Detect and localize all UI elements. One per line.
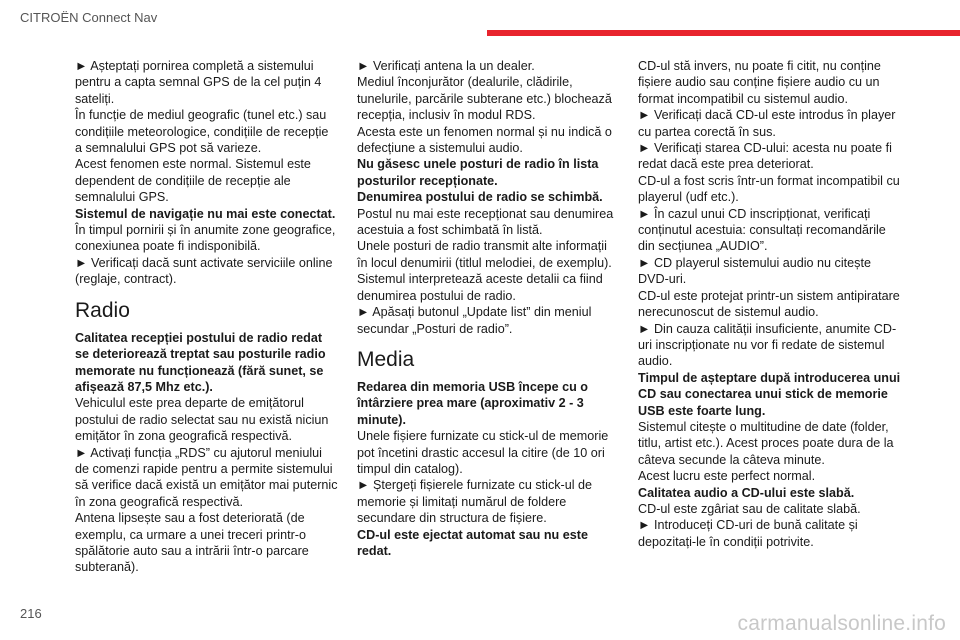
paragraph: ► Verificați dacă CD-ul este introdus în player cu partea corectă în sus. <box>638 108 896 139</box>
watermark: carmanualsonline.info <box>737 612 946 635</box>
issue-heading: CD-ul este ejectat automat sau nu este redat. <box>357 527 588 558</box>
paragraph: ► Verificați antena la un dealer. <box>357 59 535 73</box>
paragraph: CD-ul este protejat printr-un sistem antipiratare nerecunoscut de sistemul audio. <box>638 288 900 320</box>
header-accent-bar <box>487 30 960 36</box>
paragraph: Postul nu mai este recepționat sau denumirea acestuia a fost schimbată în listă. <box>357 206 614 238</box>
text-column-2 <box>357 58 620 559</box>
issue-heading: Timpul de așteptare după introducerea unui CD sau conectarea unui stick de memorie USB este foarte lung. <box>638 370 901 418</box>
paragraph: ► Verificați dacă sunt activate serviciile online (reglaje, contract). <box>75 255 333 287</box>
issue-heading: Redarea din memoria USB începe cu o întârziere prea mare (aproximativ 2 - 3 minute). <box>357 379 588 427</box>
issue-heading: Sistemul de navigație nu mai este conectat. <box>75 206 336 221</box>
paragraph: Acesta este un fenomen normal și nu indică o defecțiune a sistemului audio. <box>357 124 612 156</box>
paragraph: ► Apăsați butonul „Update list” din meniul secundar „Posturi de radio”. <box>357 305 592 336</box>
paragraph: Antena lipsește sau a fost deteriorată (de exemplu, ca urmare a unei treceri printr-o spălătorie auto sau a intrării într-o parcare subterană). <box>75 511 309 575</box>
issue-heading: Denumirea postului de radio se schimbă. <box>357 190 603 205</box>
paragraph: ► Așteptați pornirea completă a sistemului pentru a capta semnal GPS de la cel puțin 4 sateliți. <box>75 59 322 106</box>
paragraph: În funcție de mediul geografic (tunel etc.) sau condițiile meteorologice, condițiile de recepție a semnalului GPS pot să varieze. <box>75 108 329 156</box>
section-heading: Radio <box>75 298 130 322</box>
paragraph: ► Ștergeți fișierele furnizate cu stick-ul de memorie și limitați numărul de foldere secundare din structura de fișiere. <box>357 478 593 526</box>
text-column-3 <box>638 58 901 550</box>
paragraph: Unele fișiere furnizate cu stick-ul de memorie pot încetini drastic accesul la citire (de 10 ori timpul din catalog). <box>357 429 609 476</box>
paragraph: ► Verificați starea CD-ului: acesta nu poate fi redat dacă este prea deteriorat. <box>638 141 892 172</box>
paragraph: Unele posturi de radio transmit alte informații în locul denumirii (titlul melodiei, de exemplu). Sistemul interpretează aceste detalii ca fiind denumirea postului de radio. <box>357 239 612 303</box>
paragraph: ► Din cauza calității insuficiente, anumite CD-uri inscripționate nu vor fi redate de sistemul audio. <box>638 321 897 369</box>
paragraph: Mediul înconjurător (dealurile, clădirile, tunelurile, parcările subterane etc.) blochează recepția, inclusiv în modul RDS. <box>357 75 612 123</box>
paragraph: Vehiculul este prea departe de emițătorul postului de radio selectat sau nu există niciun emițător în zona geografică respectivă. <box>75 396 329 444</box>
paragraph: Acest fenomen este normal. Sistemul este dependent de condițiile de recepție ale semnalului GPS. <box>75 157 311 205</box>
paragraph: ► CD playerul sistemului audio nu citește DVD-uri. <box>638 255 871 287</box>
text-column-1 <box>75 58 338 576</box>
section-heading: Media <box>357 347 415 371</box>
issue-heading: Nu găsesc unele posturi de radio în lista posturilor recepționate. <box>357 157 599 188</box>
paragraph: ► În cazul unui CD inscripționat, verificați conținutul acestuia: consultați recomandările din secțiunea „AUDIO”. <box>638 206 886 254</box>
page-number: 216 <box>20 606 42 621</box>
paragraph: În timpul pornirii și în anumite zone geografice, conexiunea poate fi indisponibilă. <box>75 223 336 254</box>
manual-header-title: CITROËN Connect Nav <box>20 10 158 25</box>
paragraph: Sistemul citește o multitudine de date (folder, titlu, artist etc.). Acest proces poate dura de la câteva secunde la câteva minute. <box>638 419 894 467</box>
paragraph: ► Activați funcția „RDS” cu ajutorul meniului de comenzi rapide pentru a permite sistemului să verifice dacă există un emițător mai puternic în zona geografică respectivă. <box>75 445 338 509</box>
paragraph: Acest lucru este perfect normal. <box>638 469 816 484</box>
issue-heading: Calitatea recepției postului de radio redat se deteriorează treptat sau posturile radio memorate nu funcționează (fără sunet, se afișează 87,5 Mhz etc.). <box>75 330 326 394</box>
issue-heading: Calitatea audio a CD-ului este slabă. <box>638 485 855 500</box>
paragraph: CD-ul a fost scris într-un format incompatibil cu playerul (udf etc.). <box>638 173 900 205</box>
paragraph: CD-ul este zgâriat sau de calitate slabă. <box>638 501 861 516</box>
paragraph: CD-ul stă invers, nu poate fi citit, nu conține fișiere audio sau conține fișiere audio cu un format incompatibil cu sistemul audio. <box>638 59 881 106</box>
paragraph: ► Introduceți CD-uri de bună calitate și depozitați-le în condiții potrivite. <box>638 518 858 549</box>
